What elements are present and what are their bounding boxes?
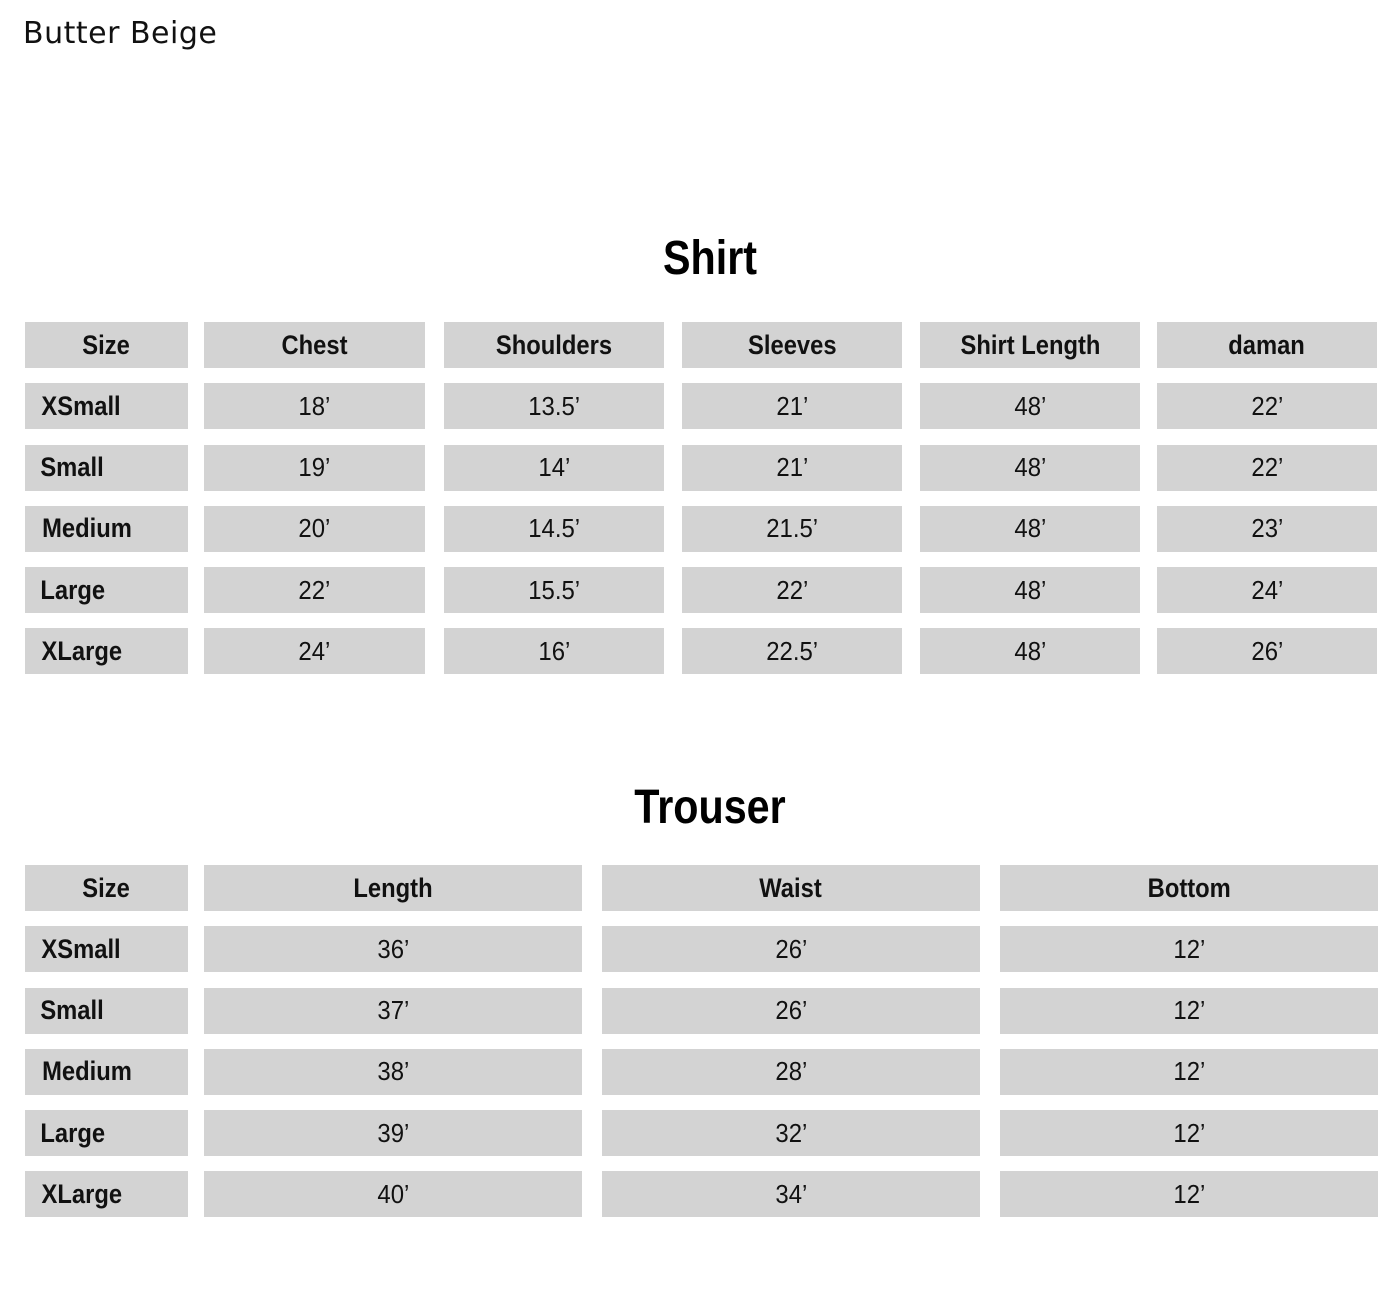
cell-value: 12’ bbox=[1173, 1056, 1205, 1087]
measurement-cell bbox=[682, 567, 902, 613]
cell-value: 48’ bbox=[1014, 452, 1046, 482]
measurement-cell bbox=[1157, 383, 1377, 429]
measurement-cell bbox=[204, 628, 425, 674]
cell-value: 24’ bbox=[1251, 574, 1283, 605]
cell-value: 12’ bbox=[1173, 1178, 1205, 1209]
header-label: Size bbox=[82, 329, 131, 360]
trouser-section-title: Trouser bbox=[634, 781, 786, 834]
cell-value: 39’ bbox=[377, 1117, 409, 1148]
measurement-cell bbox=[444, 506, 664, 552]
measurement-cell bbox=[602, 988, 980, 1034]
cell-value: 24’ bbox=[298, 635, 331, 666]
cell-value: 26’ bbox=[775, 995, 807, 1025]
cell-value: 28’ bbox=[775, 1056, 807, 1087]
shirt-header-shoulders bbox=[444, 322, 664, 368]
size-label-cell bbox=[25, 1171, 188, 1217]
header-label: daman bbox=[1228, 329, 1306, 360]
measurement-cell bbox=[920, 506, 1140, 552]
cell-value: Medium bbox=[42, 1056, 132, 1087]
size-label-cell bbox=[25, 1049, 188, 1095]
measurement-cell bbox=[1000, 1049, 1378, 1095]
cell-value: 34’ bbox=[775, 1178, 807, 1209]
measurement-cell bbox=[204, 926, 582, 972]
cell-value: 48’ bbox=[1014, 574, 1046, 605]
header-label: Shoulders bbox=[495, 329, 613, 360]
measurement-cell bbox=[682, 506, 902, 552]
measurement-cell bbox=[682, 383, 902, 429]
cell-value: Small bbox=[40, 995, 104, 1025]
cell-value: Medium bbox=[42, 513, 132, 544]
cell-value: 12’ bbox=[1173, 995, 1205, 1025]
cell-value: 13.5’ bbox=[528, 390, 580, 421]
cell-value: 32’ bbox=[775, 1117, 807, 1148]
cell-value: XLarge bbox=[41, 635, 123, 666]
measurement-cell bbox=[920, 567, 1140, 613]
cell-value: 48’ bbox=[1014, 513, 1046, 544]
trouser-header-length bbox=[204, 865, 582, 911]
shirt-header-daman bbox=[1157, 322, 1377, 368]
cell-value: 48’ bbox=[1014, 390, 1046, 421]
header-label: Bottom bbox=[1147, 872, 1231, 903]
cell-value: 20’ bbox=[298, 513, 331, 544]
cell-value: 22.5’ bbox=[766, 635, 818, 666]
measurement-cell bbox=[1157, 628, 1377, 674]
cell-value: 14.5’ bbox=[528, 513, 580, 544]
measurement-cell bbox=[1157, 567, 1377, 613]
cell-value: Large bbox=[40, 1117, 106, 1148]
cell-value: 48’ bbox=[1014, 635, 1046, 666]
measurement-cell bbox=[920, 445, 1140, 491]
measurement-cell bbox=[1000, 988, 1378, 1034]
measurement-cell bbox=[204, 383, 425, 429]
measurement-cell bbox=[920, 383, 1140, 429]
cell-value: 36’ bbox=[377, 933, 409, 964]
measurement-cell bbox=[204, 567, 425, 613]
cell-value: 21’ bbox=[776, 452, 808, 482]
cell-value: 22’ bbox=[776, 574, 808, 605]
size-label-cell bbox=[25, 383, 188, 429]
cell-value: 18’ bbox=[298, 390, 331, 421]
cell-value: 26’ bbox=[775, 933, 807, 964]
measurement-cell bbox=[444, 383, 664, 429]
cell-value: 26’ bbox=[1251, 635, 1283, 666]
cell-value: 37’ bbox=[377, 995, 409, 1025]
header-label: Shirt Length bbox=[960, 329, 1100, 360]
measurement-cell bbox=[444, 445, 664, 491]
shirt-header-sleeves bbox=[682, 322, 902, 368]
measurement-cell bbox=[204, 1171, 582, 1217]
cell-value: Large bbox=[40, 574, 106, 605]
cell-value: 22’ bbox=[298, 574, 331, 605]
measurement-cell bbox=[204, 1049, 582, 1095]
cell-value: 21.5’ bbox=[766, 513, 818, 544]
measurement-cell bbox=[920, 628, 1140, 674]
shirt-header-chest bbox=[204, 322, 425, 368]
cell-value: 19’ bbox=[298, 452, 331, 482]
measurement-cell bbox=[602, 1171, 980, 1217]
size-label-cell bbox=[25, 988, 188, 1034]
shirt-header-size bbox=[25, 322, 188, 368]
cell-value: 12’ bbox=[1173, 933, 1205, 964]
cell-value: XLarge bbox=[41, 1178, 123, 1209]
measurement-cell bbox=[1000, 926, 1378, 972]
trouser-header-bottom bbox=[1000, 865, 1378, 911]
cell-value: XSmall bbox=[41, 390, 121, 421]
header-label: Size bbox=[82, 872, 131, 903]
measurement-cell bbox=[204, 445, 425, 491]
cell-value: 12’ bbox=[1173, 1117, 1205, 1148]
cell-value: 38’ bbox=[377, 1056, 409, 1087]
size-label-cell bbox=[25, 1110, 188, 1156]
size-label-cell bbox=[25, 926, 188, 972]
size-label-cell bbox=[25, 628, 188, 674]
measurement-cell bbox=[204, 1110, 582, 1156]
cell-value: 22’ bbox=[1251, 390, 1283, 421]
measurement-cell bbox=[1000, 1171, 1378, 1217]
measurement-cell bbox=[204, 988, 582, 1034]
cell-value: Small bbox=[40, 452, 104, 482]
measurement-cell bbox=[1157, 445, 1377, 491]
shirt-section-title: Shirt bbox=[662, 232, 758, 285]
measurement-cell bbox=[602, 1110, 980, 1156]
measurement-cell bbox=[602, 926, 980, 972]
measurement-cell bbox=[602, 1049, 980, 1095]
measurement-cell bbox=[682, 445, 902, 491]
cell-value: 21’ bbox=[776, 390, 808, 421]
cell-value: 15.5’ bbox=[528, 574, 580, 605]
measurement-cell bbox=[204, 506, 425, 552]
header-label: Length bbox=[353, 872, 433, 903]
size-label-cell bbox=[25, 567, 188, 613]
size-label-cell bbox=[25, 445, 188, 491]
header-label: Chest bbox=[281, 329, 348, 360]
measurement-cell bbox=[1000, 1110, 1378, 1156]
measurement-cell bbox=[682, 628, 902, 674]
measurement-cell bbox=[1157, 506, 1377, 552]
header-label: Sleeves bbox=[747, 329, 837, 360]
header-label: Waist bbox=[759, 872, 823, 903]
cell-value: 14’ bbox=[538, 452, 570, 482]
cell-value: 16’ bbox=[538, 635, 570, 666]
shirt-header-shirt-length bbox=[920, 322, 1140, 368]
cell-value: 23’ bbox=[1251, 513, 1283, 544]
trouser-header-size bbox=[25, 865, 188, 911]
cell-value: XSmall bbox=[41, 933, 121, 964]
cell-value: 40’ bbox=[377, 1178, 409, 1209]
cell-value: 22’ bbox=[1251, 452, 1283, 482]
trouser-header-waist bbox=[602, 865, 980, 911]
product-name: Butter Beige bbox=[23, 16, 218, 51]
measurement-cell bbox=[444, 567, 664, 613]
size-label-cell bbox=[25, 506, 188, 552]
measurement-cell bbox=[444, 628, 664, 674]
